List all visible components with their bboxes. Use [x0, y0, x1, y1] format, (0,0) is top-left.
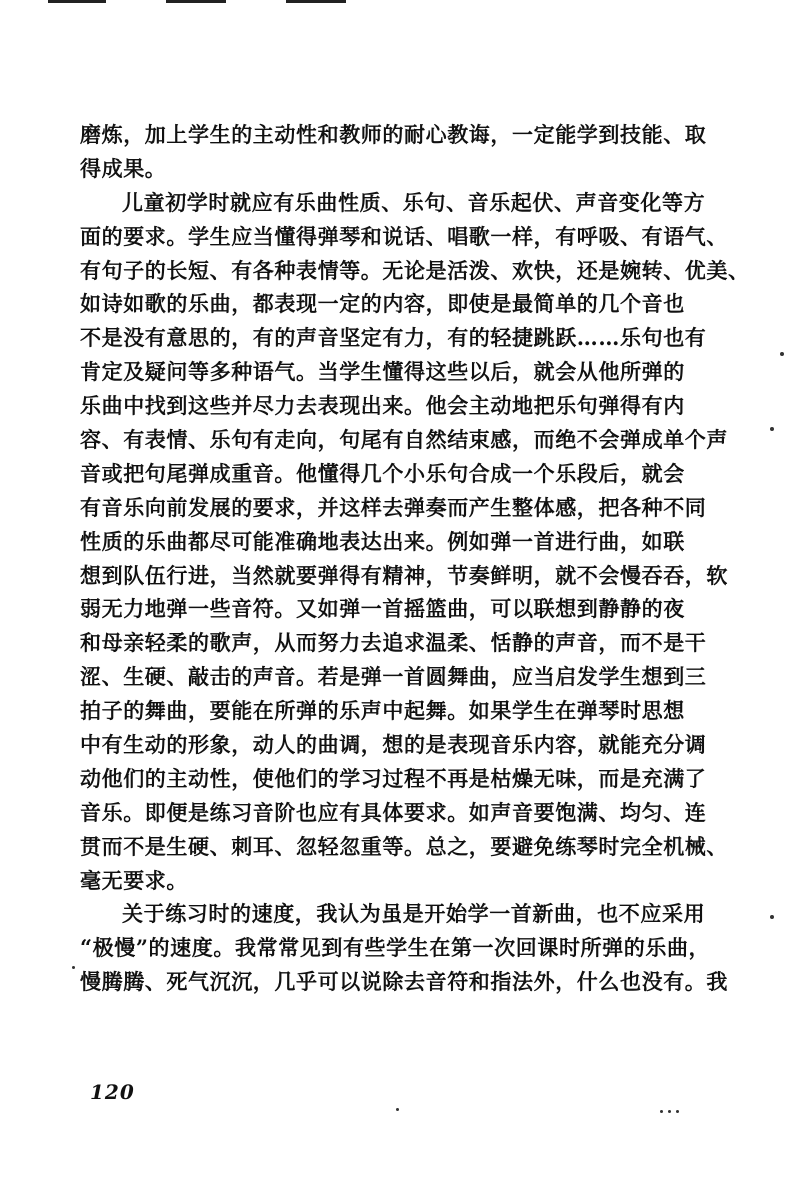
scan-speck	[72, 966, 75, 969]
scan-speck	[770, 915, 774, 919]
text-line: 肯定及疑问等多种语气。当学生懂得这些以后，就会从他所弹的	[80, 359, 685, 385]
text-line: 容、有表情、乐句有走向，句尾有自然结束感，而绝不会弹成单个声	[80, 427, 728, 453]
text-line: 乐曲中找到这些并尽力去表现出来。他会主动地把乐句弹得有内	[80, 393, 685, 419]
text-line: 动他们的主动性，使他们的学习过程不再是枯燥无味，而是充满了	[80, 765, 707, 791]
text-line: 面的要求。学生应当懂得弹琴和说话、唱歌一样，有呼吸、有语气、	[80, 223, 728, 249]
text-line: 如诗如歌的乐曲，都表现一定的内容，即使是最简单的几个音也	[80, 291, 685, 317]
text-line: 慢腾腾、死气沉沉，几乎可以说除去音符和指法外，什么也没有。我	[80, 969, 728, 995]
page-number: 120	[90, 1080, 135, 1104]
text-line: 磨炼，加上学生的主动性和教师的耐心教诲，一定能学到技能、取	[80, 122, 707, 147]
text-line: 拍子的舞曲，要能在所弹的乐声中起舞。如果学生在弹琴时思想	[80, 698, 685, 724]
text-line: 音或把句尾弹成重音。他懂得几个小乐句合成一个乐段后，就会	[80, 460, 685, 486]
text-line: 得成果。	[80, 155, 167, 181]
top-rule-middle	[166, 0, 226, 3]
top-rule-left	[48, 0, 106, 3]
text-line: 想到队伍行进，当然就要弹得有精神，节奏鲜明，就不会慢吞吞，软	[80, 562, 728, 588]
text-line: 贯而不是生硬、刺耳、忽轻忽重等。总之，要避免练琴时完全机械、	[80, 833, 728, 859]
scan-speck	[668, 1110, 671, 1113]
paragraph-3	[80, 897, 728, 999]
scan-speck	[660, 1110, 663, 1113]
scan-speck	[770, 427, 774, 431]
text-line: 有句子的长短、有各种表情等。无论是活泼、欢快，还是婉转、优美、	[80, 257, 750, 283]
text-line: 中有生动的形象，动人的曲调，想的是表现音乐内容，就能充分调	[80, 732, 707, 758]
text-line: 不是没有意思的，有的声音坚定有力，有的轻捷跳跃……乐句也有	[80, 325, 707, 351]
text-line: 和母亲轻柔的歌声，从而努力去追求温柔、恬静的声音，而不是干	[80, 630, 707, 656]
scan-speck	[676, 1110, 679, 1113]
paragraph-1	[80, 118, 707, 186]
text-line: 涩、生硬、敲击的声音。若是弹一首圆舞曲，应当启发学生想到三	[80, 664, 707, 690]
top-rule-right	[286, 0, 346, 3]
scan-speck	[396, 1108, 399, 1111]
text-line: 毫无要求。	[80, 867, 188, 893]
text-line: 性质的乐曲都尽可能准确地表达出来。例如弹一首进行曲，如联	[80, 528, 685, 554]
text-line: “极慢”的速度。我常常见到有些学生在第一次回课时所弹的乐曲，	[80, 935, 711, 961]
text-line: 音乐。即便是练习音阶也应有具体要求。如声音要饱满、均匀、连	[80, 799, 707, 825]
text-line: 关于练习时的速度，我认为虽是开始学一首新曲，也不应采用	[122, 901, 706, 927]
paragraph-2	[80, 186, 750, 898]
text-line: 弱无力地弹一些音符。又如弹一首摇篮曲，可以联想到静静的夜	[80, 596, 685, 622]
text-line: 儿童初学时就应有乐曲性质、乐句、音乐起伏、声音变化等方	[122, 189, 706, 215]
body-text	[80, 118, 750, 999]
scan-speck	[780, 352, 784, 356]
text-line: 有音乐向前发展的要求，并这样去弹奏而产生整体感，把各种不同	[80, 494, 707, 520]
